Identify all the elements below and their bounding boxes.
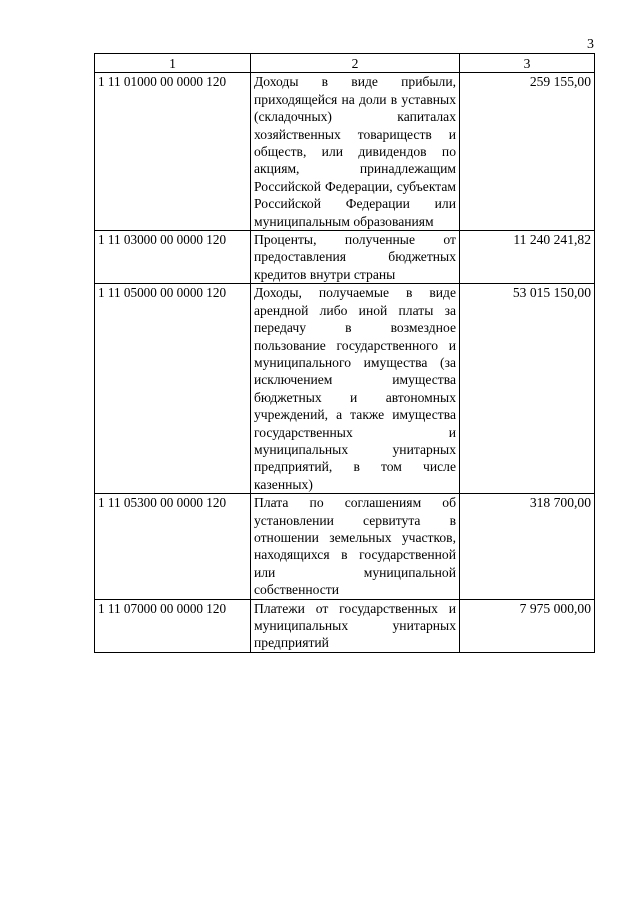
table-row: [95, 231, 595, 284]
row-amount: 259 155,00: [460, 73, 595, 231]
row-description: Плата по соглашениям об установлении сервитута в отношении земельных участков, находящихся в государственной или муниципальной собственности: [251, 494, 460, 599]
column-header-amount: 3: [460, 54, 595, 73]
row-description: Доходы, получаемые в виде арендной либо иной платы за передачу в возмездное пользование государственного и муниципального имущества (за исключением имущества бюджетных и автономных учреждений, а также имущества государственных и муниципальных унитарных предприятий, в том числе казенных): [251, 284, 460, 494]
row-code: 1 11 05000 00 0000 120: [95, 284, 251, 494]
row-description: Доходы в виде прибыли, приходящейся на доли в уставных (складочных) капиталах хозяйственных товариществ и обществ, или дивидендов по акциям, принадлежащим Российской Федерации, субъектам Российской Федерации или муниципальным образованиям: [251, 73, 460, 231]
table-row: [95, 494, 595, 599]
row-description: Платежи от государственных и муниципальных унитарных предприятий: [251, 599, 460, 652]
row-amount: 318 700,00: [460, 494, 595, 599]
table-row: [95, 284, 595, 494]
row-code: 1 11 01000 00 0000 120: [95, 73, 251, 231]
page-number: 3: [587, 37, 594, 52]
row-code: 1 11 03000 00 0000 120: [95, 231, 251, 284]
column-header-code: 1: [95, 54, 251, 73]
table-row: [95, 73, 595, 231]
row-amount: 53 015 150,00: [460, 284, 595, 494]
revenue-table: [94, 53, 595, 653]
row-description: Проценты, полученные от предоставления бюджетных кредитов внутри страны: [251, 231, 460, 284]
row-amount: 11 240 241,82: [460, 231, 595, 284]
row-code: 1 11 07000 00 0000 120: [95, 599, 251, 652]
row-code: 1 11 05300 00 0000 120: [95, 494, 251, 599]
row-amount: 7 975 000,00: [460, 599, 595, 652]
column-header-description: 2: [251, 54, 460, 73]
table-row: [95, 599, 595, 652]
table-header-row: [95, 54, 595, 73]
